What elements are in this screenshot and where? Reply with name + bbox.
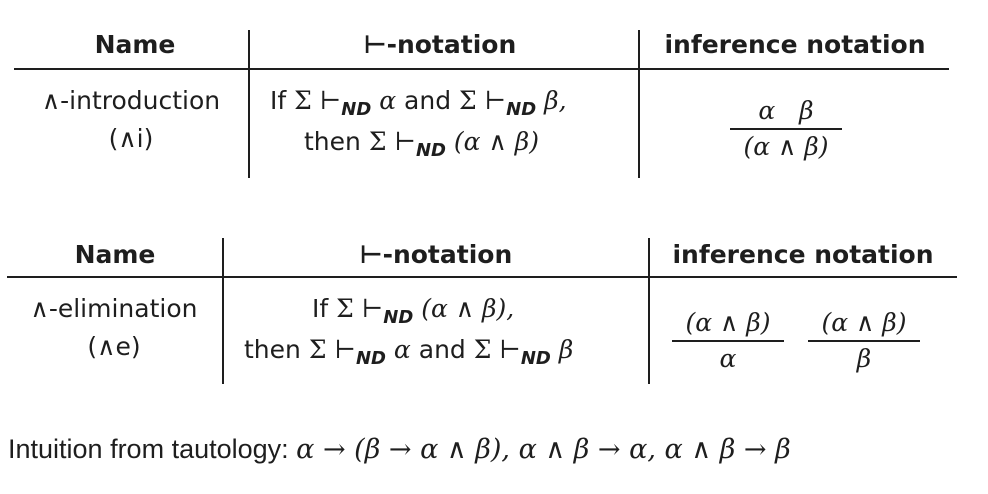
then-keyword: then xyxy=(304,127,369,156)
then-keyword: then xyxy=(244,335,309,364)
rule-name-cell xyxy=(28,82,234,158)
nd-subscript: ND xyxy=(506,99,537,120)
header-rule xyxy=(7,276,957,278)
turnstile-notation-cell xyxy=(244,290,644,372)
tautology-formula: α → (β → α ∧ β), α ∧ β → α, α ∧ β → β xyxy=(296,434,791,465)
beta-variable: β, xyxy=(536,86,567,115)
inference-fraction-left xyxy=(672,308,784,373)
header-turnstile-notation: ⊢-notation xyxy=(363,30,517,59)
header-inference-notation: inference notation xyxy=(672,240,934,269)
alpha-variable: α xyxy=(385,335,419,364)
premise-line xyxy=(270,82,630,123)
column-divider xyxy=(248,30,250,178)
and-keyword: and xyxy=(418,335,474,364)
rule-name: ∧-elimination xyxy=(30,294,198,323)
turnstile-notation-cell xyxy=(270,82,630,164)
intuition-statement xyxy=(8,434,791,465)
if-keyword: If xyxy=(270,86,295,115)
inference-premise: (α ∧ β) xyxy=(821,308,907,337)
nd-subscript: ND xyxy=(520,348,551,369)
inference-conclusion: (α ∧ β) xyxy=(743,132,829,161)
nd-subscript: ND xyxy=(355,348,386,369)
inference-conclusion: α xyxy=(719,344,737,373)
nd-subscript: ND xyxy=(383,307,414,328)
header-inference-notation: inference notation xyxy=(664,30,926,59)
intuition-label: Intuition from tautology: xyxy=(8,434,297,464)
rule-abbreviation: (∧e) xyxy=(87,332,141,361)
sigma-turnstile: Σ ⊢ xyxy=(368,127,416,156)
beta-variable: β xyxy=(550,335,574,364)
header-name: Name xyxy=(94,30,176,59)
nd-subscript: ND xyxy=(415,140,446,161)
column-divider xyxy=(222,238,224,384)
conjunction-expression: (α ∧ β), xyxy=(413,294,515,323)
header-name: Name xyxy=(74,240,156,269)
rule-name-cell xyxy=(16,290,212,366)
conclusion-line xyxy=(244,331,644,372)
sigma-turnstile: Σ ⊢ xyxy=(459,86,507,115)
premise-line xyxy=(244,290,644,331)
nd-subscript: ND xyxy=(341,99,372,120)
inference-fraction xyxy=(730,96,842,161)
inference-fraction-right xyxy=(808,308,920,373)
alpha-variable: α xyxy=(371,86,405,115)
conjunction-expression: (α ∧ β) xyxy=(445,127,539,156)
sigma-turnstile: Σ ⊢ xyxy=(294,86,342,115)
column-divider xyxy=(648,238,650,384)
inference-premise: (α ∧ β) xyxy=(685,308,771,337)
sigma-turnstile: Σ ⊢ xyxy=(336,294,384,323)
if-keyword: If xyxy=(312,294,337,323)
rule-abbreviation: (∧i) xyxy=(108,124,154,153)
sigma-turnstile: Σ ⊢ xyxy=(473,335,521,364)
inference-premises: α β xyxy=(758,96,814,125)
rule-name: ∧-introduction xyxy=(41,86,221,115)
column-divider xyxy=(638,30,640,178)
inference-conclusion: β xyxy=(856,344,872,373)
and-keyword: and xyxy=(404,86,460,115)
sigma-turnstile: Σ ⊢ xyxy=(308,335,356,364)
conclusion-line xyxy=(270,123,630,164)
header-turnstile-notation: ⊢-notation xyxy=(359,240,513,269)
header-rule xyxy=(14,68,949,70)
